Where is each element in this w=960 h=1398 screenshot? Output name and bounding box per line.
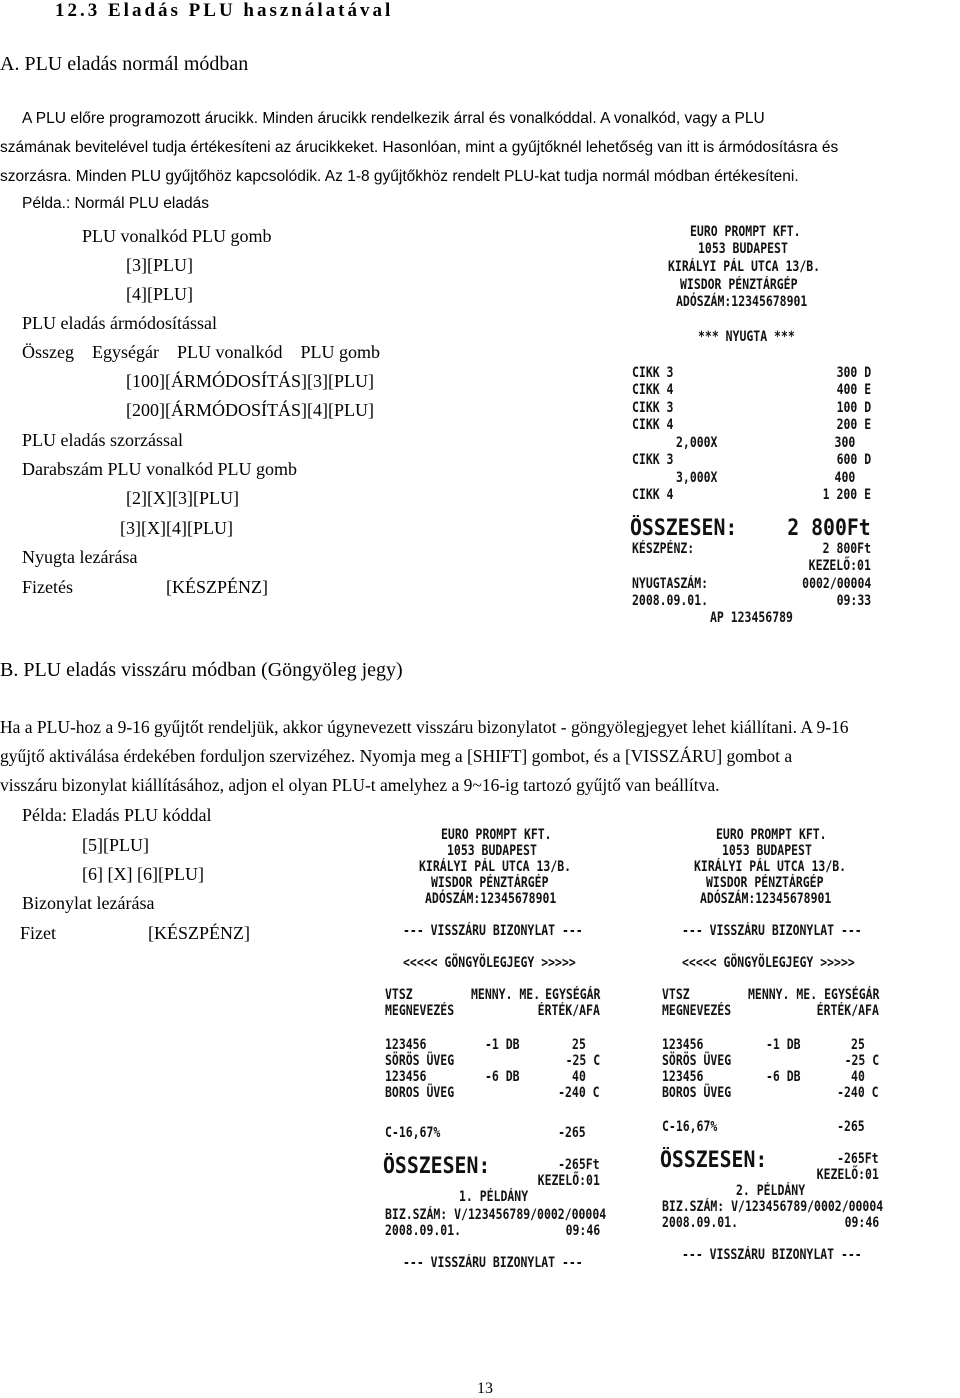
example-label: Példa: Eladás PLU kóddal	[22, 805, 212, 825]
receipt-footer: --- VISSZÁRU BIZONYLAT ---	[403, 1255, 583, 1271]
section-a-intro	[0, 104, 958, 191]
receipt-row-name: SÖRÖS ÜVEG	[662, 1053, 732, 1069]
receipt-time: 09:46	[565, 1223, 600, 1239]
receipt-item-value: 300	[834, 435, 855, 451]
section-a-title: A. PLU eladás normál módban	[0, 53, 249, 75]
receipt-row-value: 40	[572, 1069, 586, 1085]
receipt-total-label: ÖSSZESEN:	[383, 1154, 491, 1179]
receipt-time: 09:33	[836, 593, 871, 609]
receipt-header-line: EURO PROMPT KFT.	[690, 224, 801, 240]
receipt-row-qty: -6 DB	[485, 1069, 520, 1085]
receipt-date: 2008.09.01.	[385, 1223, 462, 1239]
intro-line: szorzásra. Minden PLU gyűjtőhöz kapcsolódik. Az 1-8 gyűjtőkhöz rendelt PLU-kat tudja normál módban értékesíteni.	[0, 168, 799, 185]
column-header: MENNY. ME.	[748, 987, 818, 1003]
receipt-vat: C-16,67%	[662, 1119, 718, 1135]
payment-key: [KÉSZPÉNZ]	[166, 577, 268, 597]
receipt-number-label: NYUGTASZÁM:	[632, 576, 709, 592]
receipt-header-line: ADÓSZÁM:12345678901	[676, 294, 808, 310]
receipt-row-value: -240 C	[837, 1085, 879, 1101]
receipt-return-copy-2	[660, 828, 885, 1268]
receipt-item: CIKK 4	[632, 382, 674, 398]
intro-line: Ha a PLU-hoz a 9-16 gyűjtőt rendeljük, akkor úgynevezett visszáru bizonylatot - göngyölegjegyet lehet kiállítani. A 9-16	[0, 717, 849, 737]
payment-label: Fizetés	[22, 577, 73, 597]
receipt-header-line: 1053 BUDAPEST	[447, 843, 537, 859]
receipt-banner: --- VISSZÁRU BIZONYLAT ---	[403, 923, 583, 939]
receipt-copy-label: 2. PÉLDÁNY	[736, 1183, 806, 1199]
receipt-total-value: -265Ft	[837, 1151, 879, 1167]
instruction-line: Összeg Egységár PLU vonalkód PLU gomb	[22, 342, 380, 362]
receipt-operator: KEZELŐ:01	[816, 1167, 879, 1183]
column-header: MEGNEVEZÉS	[662, 1003, 732, 1019]
receipt-header-line: EURO PROMPT KFT.	[716, 827, 827, 843]
receipt-item: CIKK 3	[632, 365, 674, 381]
receipt-title: *** NYUGTA ***	[698, 329, 795, 345]
receipt-operator: KEZELŐ:01	[537, 1173, 600, 1189]
receipt-item-value: 600 D	[836, 452, 871, 468]
column-header: ÉRTÉK/AFA	[537, 1003, 600, 1019]
receipt-item-value: 1 200 E	[822, 487, 871, 503]
receipt-operator: KEZELŐ:01	[808, 558, 871, 574]
receipt-row-value: 40	[851, 1069, 865, 1085]
receipt-header-line: EURO PROMPT KFT.	[441, 827, 552, 843]
receipt-item: 3,000X	[676, 470, 718, 486]
receipt-row-name: BOROS ÜVEG	[385, 1085, 455, 1101]
column-header: EGYSÉGÁR	[823, 987, 879, 1003]
receipt-header-line: KIRÁLYI PÁL UTCA 13/B.	[694, 859, 847, 875]
receipt-sale	[630, 225, 875, 625]
instruction-heading: Nyugta lezárása	[22, 547, 138, 567]
intro-line: számának bevitelével tudja értékesíteni az árucikkeket. Hasonlóan, mint a gyűjtőknél lehetőség van itt is ármódosításra és	[0, 139, 839, 156]
receipt-header-line: ADÓSZÁM:12345678901	[425, 891, 557, 907]
receipt-row-code: 123456	[662, 1037, 704, 1053]
instruction-line: PLU vonalkód PLU gomb	[82, 226, 272, 246]
payment-key: [KÉSZPÉNZ]	[148, 923, 250, 943]
receipt-header-line: 1053 BUDAPEST	[698, 241, 788, 257]
receipt-item-value: 200 E	[836, 417, 871, 433]
intro-line: gyűjtő aktiválása érdekében forduljon szervizéhez. Nyomja meg a [SHIFT] gombot, és a [VISSZÁRU] gombot a	[0, 746, 793, 766]
column-header: VTSZ	[662, 987, 690, 1003]
column-header: ÉRTÉK/AFA	[816, 1003, 879, 1019]
key-sequence: [200][ÁRMÓDOSÍTÁS][4][PLU]	[126, 400, 374, 420]
receipt-cash-label: KÉSZPÉNZ:	[632, 541, 695, 557]
key-sequence: [100][ÁRMÓDOSÍTÁS][3][PLU]	[126, 371, 374, 391]
receipt-cash-value: 2 800Ft	[822, 541, 871, 557]
receipt-header-line: ADÓSZÁM:12345678901	[700, 891, 832, 907]
receipt-total-label: ÖSSZESEN:	[630, 516, 738, 541]
receipt-row-value: -25 C	[565, 1053, 600, 1069]
receipt-footer: --- VISSZÁRU BIZONYLAT ---	[682, 1247, 862, 1263]
key-sequence: [3][X][4][PLU]	[120, 518, 233, 538]
receipt-item: 2,000X	[676, 435, 718, 451]
receipt-header-line: KIRÁLYI PÁL UTCA 13/B.	[419, 859, 572, 875]
receipt-header-line: WISDOR PÉNZTÁRGÉP	[706, 875, 824, 891]
receipt-header-line: WISDOR PÉNZTÁRGÉP	[680, 277, 798, 293]
receipt-row-value: 25	[851, 1037, 865, 1053]
receipt-total-value: -265Ft	[558, 1157, 600, 1173]
receipt-ap-code: AP 123456789	[710, 610, 793, 626]
receipt-item-value: 400	[834, 470, 855, 486]
receipt-item-value: 300 D	[836, 365, 871, 381]
receipt-row-name: BOROS ÜVEG	[662, 1085, 732, 1101]
column-header: EGYSÉGÁR	[544, 987, 600, 1003]
receipt-row-code: 123456	[385, 1069, 427, 1085]
receipt-row-qty: -1 DB	[485, 1037, 520, 1053]
key-sequence: [2][X][3][PLU]	[126, 488, 239, 508]
section-b-intro	[0, 713, 958, 800]
section-heading: 12.3 Eladás PLU használatával	[55, 0, 394, 21]
receipt-row-value: -25 C	[844, 1053, 879, 1069]
receipt-total-label: ÖSSZESEN:	[660, 1148, 768, 1173]
receipt-row-value: -240 C	[558, 1085, 600, 1101]
instruction-heading: Bizonylat lezárása	[22, 893, 155, 913]
instruction-heading: PLU eladás szorzással	[22, 430, 183, 450]
receipt-row-name: SÖRÖS ÜVEG	[385, 1053, 455, 1069]
key-sequence: [4][PLU]	[126, 284, 193, 304]
receipt-header-line: 1053 BUDAPEST	[722, 843, 812, 859]
receipt-item-value: 100 D	[836, 400, 871, 416]
key-sequence: [3][PLU]	[126, 255, 193, 275]
receipt-time: 09:46	[844, 1215, 879, 1231]
receipt-vat: C-16,67%	[385, 1125, 441, 1141]
key-sequence: [6] [X] [6][PLU]	[82, 864, 204, 884]
receipt-sub-banner: <<<<< GÖNGYÖLEGJEGY >>>>>	[682, 955, 855, 971]
intro-line: A PLU előre programozott árucikk. Minden árucikk rendelkezik árral és vonalkóddal. A vonalkód, vagy a PLU	[22, 110, 765, 127]
receipt-banner: --- VISSZÁRU BIZONYLAT ---	[682, 923, 862, 939]
section-b-title: B. PLU eladás visszáru módban (Göngyöleg jegy)	[0, 659, 403, 681]
receipt-return-copy-1	[383, 828, 608, 1278]
receipt-total-value: 2 800Ft	[787, 516, 871, 541]
receipt-item: CIKK 4	[632, 417, 674, 433]
receipt-item-value: 400 E	[836, 382, 871, 398]
receipt-item: CIKK 3	[632, 452, 674, 468]
column-header: MENNY. ME.	[471, 987, 541, 1003]
receipt-sub-banner: <<<<< GÖNGYÖLEGJEGY >>>>>	[403, 955, 576, 971]
receipt-row-value: 25	[572, 1037, 586, 1053]
column-header: MEGNEVEZÉS	[385, 1003, 455, 1019]
receipt-header-line: KIRÁLYI PÁL UTCA 13/B.	[668, 259, 821, 275]
receipt-date: 2008.09.01.	[632, 593, 709, 609]
receipt-number: 0002/00004	[801, 576, 871, 592]
receipt-row-code: 123456	[385, 1037, 427, 1053]
receipt-item: CIKK 4	[632, 487, 674, 503]
receipt-row-qty: -6 DB	[766, 1069, 801, 1085]
receipt-item: CIKK 3	[632, 400, 674, 416]
column-header: VTSZ	[385, 987, 413, 1003]
page-number: 13	[477, 1380, 493, 1397]
receipt-header-line: WISDOR PÉNZTÁRGÉP	[431, 875, 549, 891]
receipt-vat-value: -265	[837, 1119, 865, 1135]
receipt-row-qty: -1 DB	[766, 1037, 801, 1053]
receipt-vat-value: -265	[558, 1125, 586, 1141]
payment-label: Fizet	[20, 923, 56, 943]
key-sequence: [5][PLU]	[82, 835, 149, 855]
instruction-line: Darabszám PLU vonalkód PLU gomb	[22, 459, 297, 479]
instruction-heading: PLU eladás ármódosítással	[22, 313, 217, 333]
receipt-document-number: BIZ.SZÁM: V/123456789/0002/00004	[662, 1199, 884, 1215]
intro-line: visszáru bizonylat kiállításához, adjon el olyan PLU-t amelyhez a 9~16-ig tartozó gyűjtő van beállítva.	[0, 775, 720, 795]
receipt-document-number: BIZ.SZÁM: V/123456789/0002/00004	[385, 1207, 607, 1223]
receipt-copy-label: 1. PÉLDÁNY	[459, 1189, 529, 1205]
receipt-row-code: 123456	[662, 1069, 704, 1085]
receipt-date: 2008.09.01.	[662, 1215, 739, 1231]
example-label: Példa.: Normál PLU eladás	[22, 195, 209, 212]
